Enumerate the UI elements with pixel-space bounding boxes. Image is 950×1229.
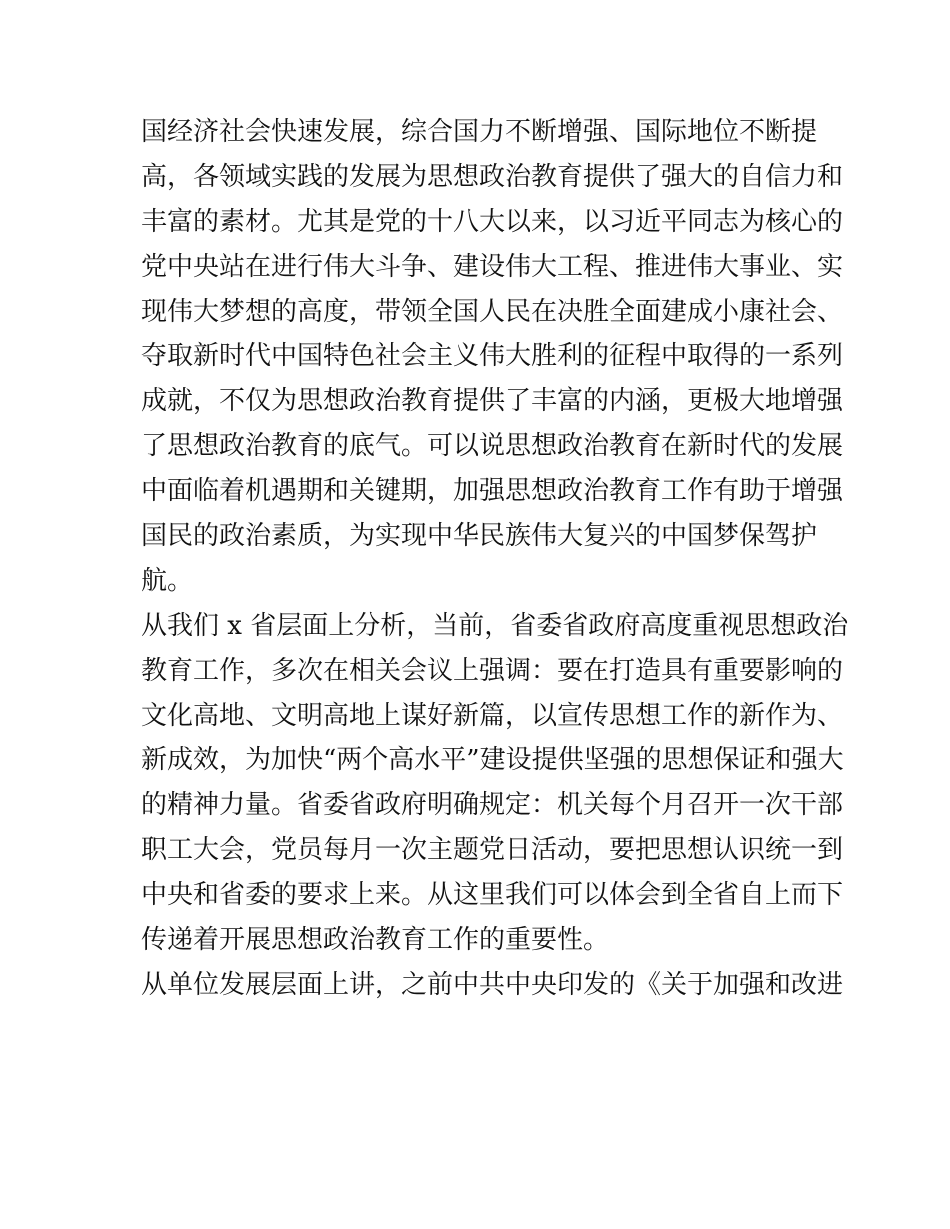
paragraph-3 — [141, 963, 844, 1008]
text-line: 国民的政治素质，为实现中华民族伟大复兴的中国梦保驾护 — [141, 521, 818, 552]
text-line: 中面临着机遇期和关键期，加强思想政治教育工作有助于增强 — [141, 476, 844, 507]
text-line: 党中央站在进行伟大斗争、建设伟大工程、推进伟大事业、实 — [141, 251, 844, 282]
text-line: 教育工作，多次在相关会议上强调：要在打造具有重要影响的 — [141, 655, 844, 686]
text-line: 的精神力量。省委省政府明确规定：机关每个月召开一次干部 — [141, 790, 844, 821]
text-line: 文化高地、文明高地上谋好新篇，以宣传思想工作的新作为、 — [141, 700, 844, 731]
text-line: 从单位发展层面上讲，之前中共中央印发的《关于加强和改进 — [141, 969, 844, 1000]
text-line: 职工大会，党员每月一次主题党日活动，要把思想认识统一到 — [141, 835, 844, 866]
text-line: 航。 — [141, 565, 194, 596]
text-line: 新成效，为加快“两个高水平”建设提供坚强的思想保证和强大 — [141, 745, 844, 776]
text-line: 夺取新时代中国特色社会主义伟大胜利的征程中取得的一系列 — [141, 341, 844, 372]
text-line: 传递着开展思想政治教育工作的重要性。 — [141, 925, 610, 956]
text-line: 成就，不仅为思想政治教育提供了丰富的内涵，更极大地增强 — [141, 386, 844, 417]
text-line: 高，各领域实践的发展为思想政治教育提供了强大的自信力和 — [141, 161, 844, 192]
document-body — [141, 110, 849, 1008]
text-line: 现伟大梦想的高度，带领全国人民在决胜全面建成小康社会、 — [141, 296, 844, 327]
text-line: 中央和省委的要求上来。从这里我们可以体会到全省自上而下 — [141, 880, 844, 911]
text-line: 了思想政治教育的底气。可以说思想政治教育在新时代的发展 — [141, 431, 844, 462]
text-line: 丰富的素材。尤其是党的十八大以来，以习近平同志为核心的 — [141, 206, 844, 237]
text-line: 从我们 x 省层面上分析，当前，省委省政府高度重视思想政治 — [141, 610, 849, 641]
paragraph-2 — [141, 604, 849, 963]
paragraph-1 — [141, 110, 844, 604]
text-line: 国经济社会快速发展，综合国力不断增强、国际地位不断提 — [141, 117, 818, 147]
